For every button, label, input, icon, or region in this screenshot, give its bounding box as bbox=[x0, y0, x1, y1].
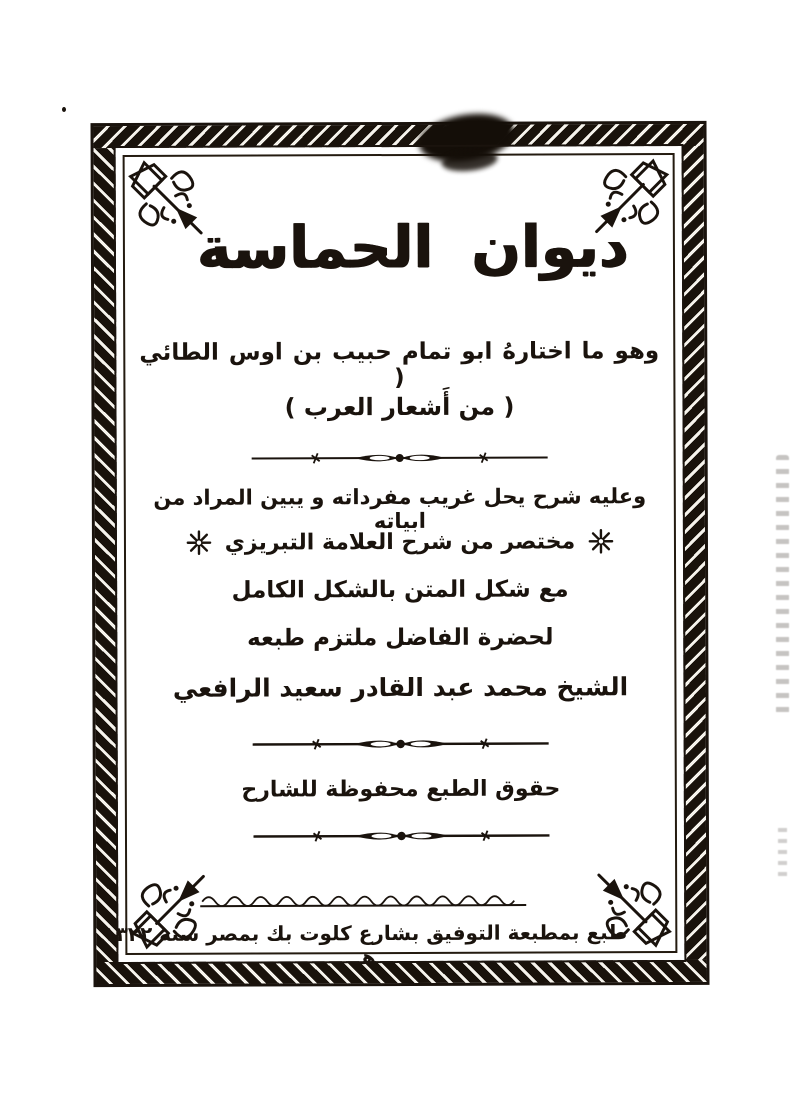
hatch-border-top bbox=[94, 124, 704, 148]
imprint-line: طبع بمطبعة التوفيق بشارع كلوت بك بمصر سنة ١٣٢٢ هـ bbox=[103, 920, 628, 970]
scalloped-rule-icon bbox=[198, 891, 528, 908]
commentary-line-with-stars bbox=[135, 528, 665, 556]
divider-ornament bbox=[96, 732, 706, 754]
closing-paren: ) bbox=[394, 364, 405, 392]
rights-notice: حقوق الطبع محفوظة للشارح bbox=[241, 776, 561, 803]
page-title: ديوان الحماسة bbox=[196, 212, 629, 282]
selection-source-line: ( من أَشعار العرب ) bbox=[284, 392, 515, 422]
commentary-line: مع شكل المتن بالشكل الكامل bbox=[231, 576, 569, 604]
commentary-line-text: مختصر من شرح العلامة التبريزي bbox=[224, 528, 576, 556]
divider-ornament bbox=[95, 446, 705, 468]
star-asterisk-icon bbox=[588, 528, 614, 554]
selection-line bbox=[134, 338, 664, 392]
decorative-border-frame bbox=[94, 124, 707, 984]
commentary-line: لحضرة الفاضل ملتزم طبعه bbox=[247, 624, 554, 652]
ink-speck bbox=[62, 107, 66, 112]
divider-ornament bbox=[96, 824, 706, 846]
scan-edge-artifact bbox=[776, 455, 789, 720]
commentary-line: وعليه شرح يحل غريب مفرداته و يبين المراد من ابياته bbox=[153, 484, 647, 534]
star-asterisk-icon bbox=[186, 530, 212, 556]
selection-line-text: وهو ما اختارهُ ابو تمام حبيب بن اوس الطائي bbox=[139, 338, 660, 366]
scan-edge-artifact bbox=[778, 828, 787, 883]
author-line: الشيخ محمد عبد القادر سعيد الرافعي bbox=[172, 672, 629, 703]
